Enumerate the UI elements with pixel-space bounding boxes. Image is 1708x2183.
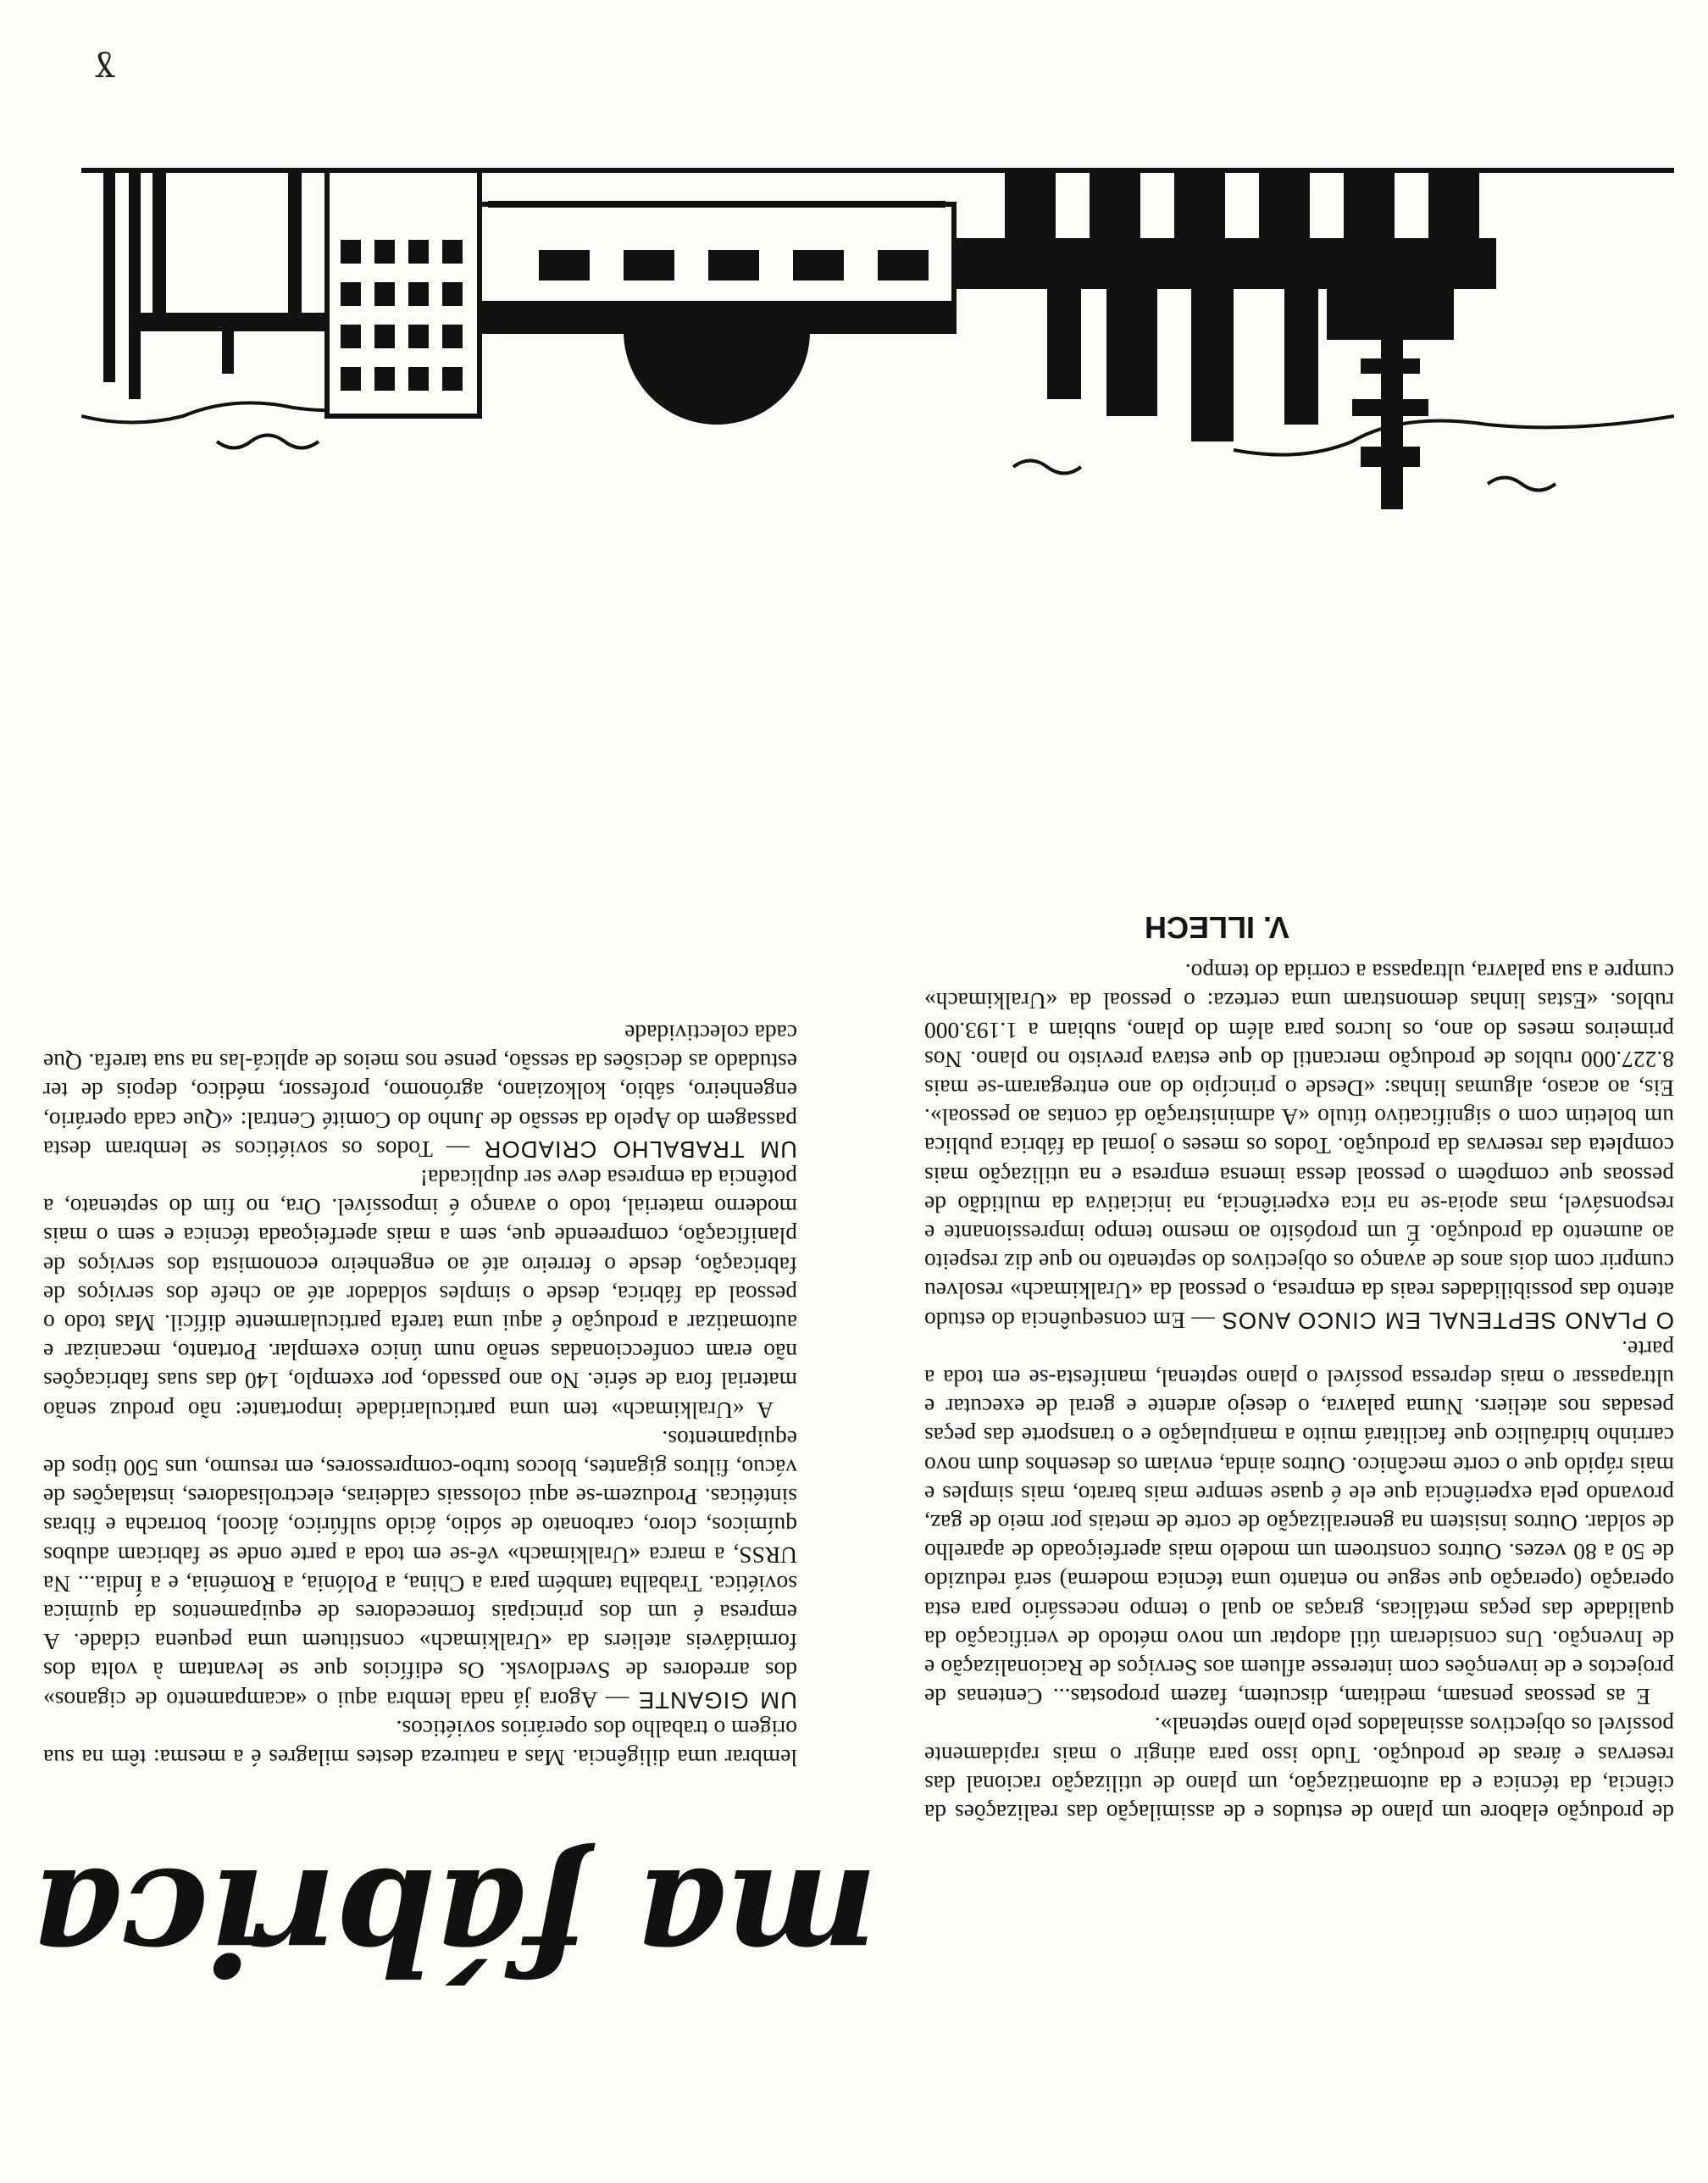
factory-illustration [81, 153, 1674, 543]
paragraph: A «Uralkimach» tem uma particularidade importante: não produz senão material fora de série. No ano passado, por exemplo, 140 das suas fabricações não eram confeccionadas senão num único exemplar. Portanto, mecanizar e automatizar a produção é aqui uma tarefa particularmente difícil. Mas todo o pessoal da fábrica, desde o simples soldador até ao chefe dos serviços de fabricação, desde o ferreiro até ao engenheiro economista dos serviços de planificação, compreende que, sem a mais aperfeiçoada técnica e sem o mais moderno material, todo o avanço é impossível. Ora, no fim do septenato, a potência da empresa deve ser duplicada! [43, 1164, 797, 1424]
author-signature: V. ILLECH [1145, 909, 1289, 945]
section-paragraph [924, 958, 1674, 1335]
paragraph: de produção elabore um plano de estudos e de assimilação das realizações da ciência, da técnica e da automatização, um plano de utilização racional das reservas e áreas de produção. Tudo isso para atingir o mais rapidamente possível os objectivos assinalados pelo plano septenal». [924, 1713, 1674, 1826]
section-paragraph [43, 1019, 797, 1164]
paragraph-text: — Todos os soviéticos se lembram desta passagem do Apelo da sessão de Junho do Comité Central: «Que cada operário, engenheiro, sábio, kolkoziano, agrónomo, professor, médico, depois de ter estudado as decisões da sessão, pense nos meios de aplicá-las na sua tarefa. Que cada colectividade [42, 1019, 797, 1163]
article-column-left [924, 471, 1674, 1827]
corner-mark: ɣ [95, 51, 115, 90]
paragraph-text: — Agora já nada lembra aqui o «acampamento de ciganos» dos arredores de Sverdlovsk. Os edifícios que se levantam à volta dos formidáveis ateliers da «Uralkimach» constituem uma pequena cidade. A empresa é um dos principais fornecedores de equipamentos da química soviética. Trabalha também para a China, a Polónia, a Roménia, e a Índia... Na URSS, a marca «Uralkimach» vê-se em toda a parte onde se fabricam adubos químicos, cloro, carbonato de sódio, ácido sulfúrico, álcool, borracha e fibras sintéticas. Produzem-se aqui colossais caldeiras, electrolisadores, instalações de vácuo, filtros gigantes, blocos turbo-compressores, em resumo, uns 500 tipos de equipamentos. [42, 1425, 797, 1714]
subheading: UM TRABALHO CRIADOR [483, 1136, 797, 1163]
paragraph: lembrar uma diligência. Mas a natureza destes milagres é a mesma: têm na sua origem o trabalho dos operários soviéticos. [43, 1715, 797, 1771]
factory-drawing [81, 153, 1674, 543]
section-paragraph [43, 1425, 797, 1714]
paragraph-text: — Em consequência do estudo atento das possibilidades reais da empresa, o pessoal da «Uralkimach» resolveu cumprir com dois anos de avanço os objectivos do septenato no que diz respeito ao aumento da produção. É um propósito ao mesmo tempo impressionante e responsável, mas apoia-se na rica experiência, na iniciativa da multidão de pessoas que compõem o pessoal dessa imensa empresa e na utilização mais completa das reservas da produção. Todos os meses o jornal da fábrica publica um boletim com o significativo título «A administração dá contas ao pessoal». Eis, ao acaso, algumas linhas: «Desde o princípio do ano entregaram-se mais 8.227.000 rublos de produção mercantil do que estava previsto no plano. Nos primeiros meses do ano, os lucros para além do plano, subiam a 1.193.000 rublos. «Estas linhas demonstram uma certeza: o pessoal da «Uralkimach» cumpre a sua palavra, ultrapassa a corrida do tempo. [924, 959, 1674, 1334]
subheading: UM GIGANTE [637, 1686, 797, 1714]
headline-fragment: ma fábrica [30, 1836, 878, 2005]
subheading: O PLANO SEPTENAL EM CINCO ANOS [1221, 1307, 1674, 1334]
paragraph: E as pessoas pensam, meditam, discutem, fazem propostas... Centenas de projectos e de invenções com interesse afluem aos Serviços de Racionalização e de Invenção. Uns consideram útil adoptar um novo método de verificação da qualidade das peças metálicas, graças ao qual o tempo necessário para esta operação (operação que segue no entanto uma técnica moderna) será reduzido de 50 a 80 vezes. Outros constroem um modelo mais aperfeiçoado de aparelho de soldar. Outros insistem na generalização de corte de metais por meio de gaz, provando pela experiência que ele é quase sempre mais barato, mais simples e mais rápido que o corte mecânico. Outros ainda, enviam os desenhos dum novo carrinho hidráulico que facilitará muito a manipulação e o transporte das peças pesadas nos ateliers. Numa palavra, o desejo ardente e geral de executar e ultrapassar o mais depressa possível o plano septenal, manifesta-se em toda a parte. [924, 1336, 1674, 1711]
